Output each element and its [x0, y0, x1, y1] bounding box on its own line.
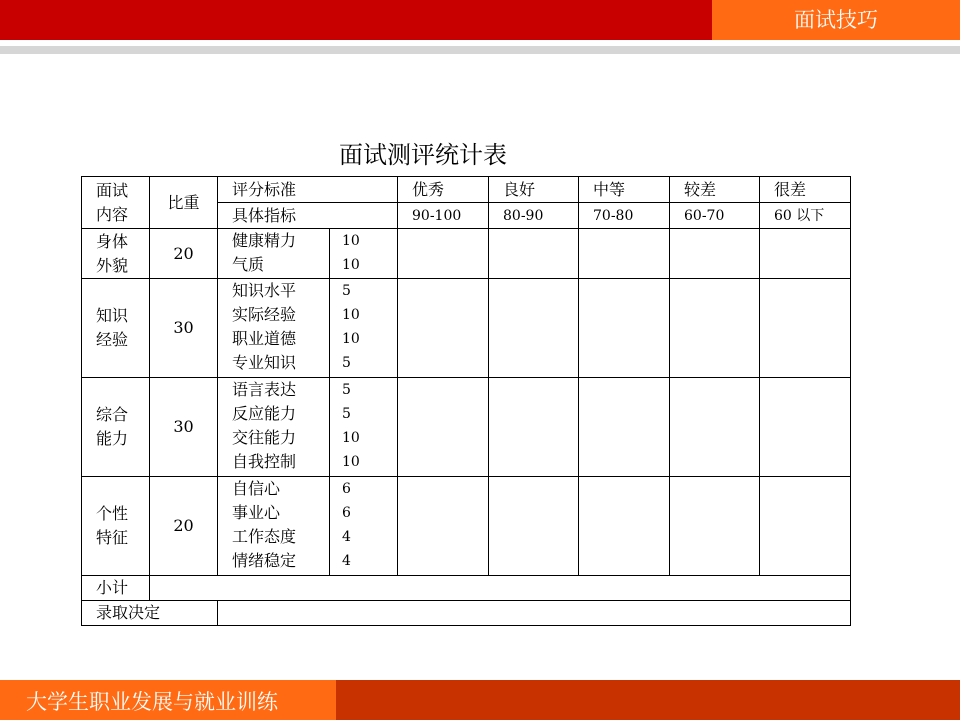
score-cell: 10 10 [330, 229, 398, 279]
header-item-cell: 面试 内容 [82, 177, 150, 229]
range-medium: 70-80 [579, 203, 670, 229]
item-cell: 知识 经验 [82, 279, 150, 378]
subtotal-label: 小计 [82, 576, 150, 601]
grade-cell [670, 378, 760, 477]
section-tab: 面试技巧 [712, 0, 960, 40]
table-row [82, 378, 851, 477]
grade-cell [489, 378, 579, 477]
range-excellent: 90-100 [398, 203, 489, 229]
item-cell: 个性 特征 [82, 477, 150, 576]
decision-value-cell [218, 601, 851, 626]
grade-cell [398, 477, 489, 576]
header-weight-cell: 比重 [150, 177, 218, 229]
table-row [82, 279, 851, 378]
grade-cell [579, 279, 670, 378]
decision-row [82, 601, 851, 626]
grade-medium: 中等 [579, 177, 670, 203]
header-criteria-cell: 评分标准 [218, 177, 398, 203]
weight-cell: 20 [150, 477, 218, 576]
grade-good: 良好 [489, 177, 579, 203]
table-title: 面试测评统计表 [339, 141, 507, 169]
grade-cell [670, 477, 760, 576]
range-very-poor: 60 以下 [760, 203, 851, 229]
grade-poor: 较差 [670, 177, 760, 203]
grade-cell [579, 229, 670, 279]
range-poor: 60-70 [670, 203, 760, 229]
grade-cell [760, 279, 851, 378]
score-cell: 5 10 10 5 [330, 279, 398, 378]
subtotal-row [82, 576, 851, 601]
weight-cell: 20 [150, 229, 218, 279]
grade-cell [489, 477, 579, 576]
grade-cell [579, 477, 670, 576]
header-divider [0, 46, 960, 54]
grade-cell [489, 279, 579, 378]
grade-cell [670, 229, 760, 279]
criteria-cell: 健康精力 气质 [218, 229, 330, 279]
grade-very-poor: 很差 [760, 177, 851, 203]
grade-cell [489, 229, 579, 279]
grade-cell [579, 378, 670, 477]
criteria-cell: 知识水平 实际经验 职业道德 专业知识 [218, 279, 330, 378]
grade-excellent: 优秀 [398, 177, 489, 203]
header-indicator-cell: 具体指标 [218, 203, 398, 229]
subtotal-value-cell [150, 576, 851, 601]
grade-cell [670, 279, 760, 378]
grade-cell [760, 477, 851, 576]
decision-label: 录取决定 [82, 601, 218, 626]
evaluation-table [81, 176, 851, 626]
item-cell: 身体 外貌 [82, 229, 150, 279]
criteria-cell: 语言表达 反应能力 交往能力 自我控制 [218, 378, 330, 477]
table-row [82, 477, 851, 576]
weight-cell: 30 [150, 378, 218, 477]
weight-cell: 30 [150, 279, 218, 378]
grade-cell [398, 378, 489, 477]
table-row [82, 229, 851, 279]
range-good: 80-90 [489, 203, 579, 229]
grade-cell [760, 378, 851, 477]
grade-cell [398, 279, 489, 378]
course-title: 大学生职业发展与就业训练 [0, 680, 336, 720]
criteria-cell: 自信心 事业心 工作态度 情绪稳定 [218, 477, 330, 576]
score-cell: 6 6 4 4 [330, 477, 398, 576]
grade-cell [760, 229, 851, 279]
score-cell: 5 5 10 10 [330, 378, 398, 477]
item-cell: 综合 能力 [82, 378, 150, 477]
grade-cell [398, 229, 489, 279]
